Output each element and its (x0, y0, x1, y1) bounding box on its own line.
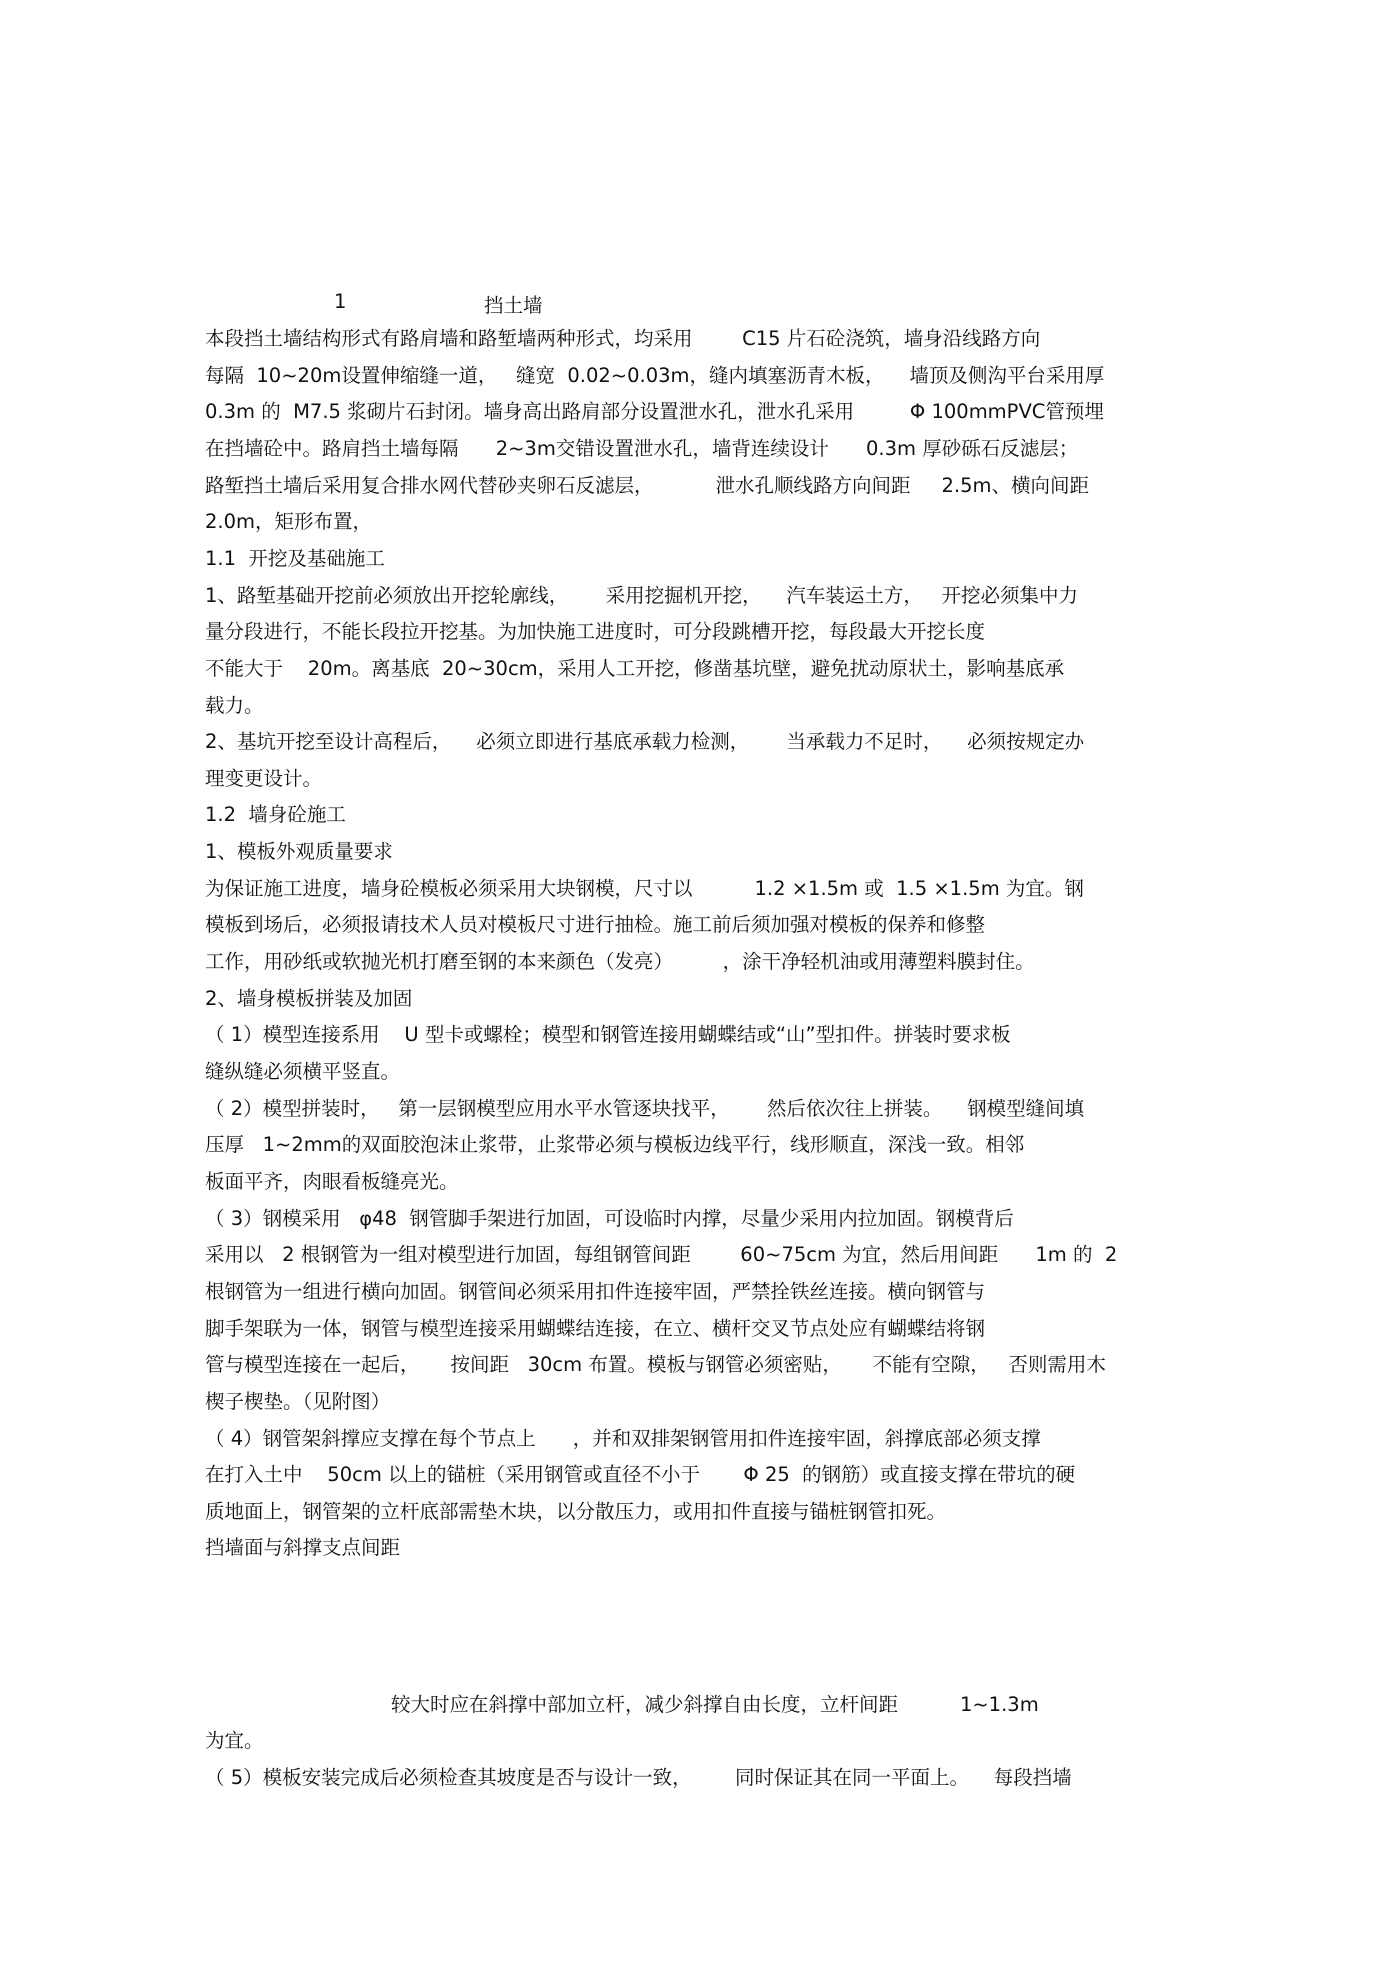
text-line: 0.3m 的 M7.5 浆砌片石封闭。墙身高出路肩部分设置泄水孔，泄水孔采用 Φ 100mmPVC管预埋 (205, 400, 1104, 424)
text-line: （ 3）钢模采用 φ48 钢管脚手架进行加固，可设临时内撑，尽量少采用内拉加固。钢模背后 (205, 1206, 1014, 1230)
text-line: 工作，用砂纸或软抛光机打磨至钢的本来颜色（发亮） ，涂干净轻机油或用薄塑料膜封住。 (205, 950, 1035, 974)
text-line: 1.2 墙身砼施工 (205, 803, 346, 827)
text-line: （ 2）模型拼装时， 第一层钢模型应用水平水管逐块找平， 然后依次往上拼装。 钢模型缝间填 (205, 1096, 1085, 1120)
text-line: （ 4）钢管架斜撑应支撑在每个节点上 ，并和双排架钢管用扣件连接牢固，斜撑底部必须支撑 (205, 1426, 1041, 1450)
text-line: 为保证施工进度，墙身砼模板必须采用大块钢模，尺寸以 1.2 ×1.5m 或 1.5 ×1.5m 为宜。钢 (205, 876, 1084, 900)
text-line: （ 5）模板安装完成后必须检查其坡度是否与设计一致， 同时保证其在同一平面上。 每段挡墙 (205, 1766, 1072, 1789)
text-line: 挡墙面与斜撑支点间距 (205, 1536, 401, 1560)
text-line: 脚手架联为一体，钢管与模型连接采用蝴蝶结连接，在立、横杆交叉节点处应有蝴蝶结将钢 (205, 1316, 986, 1340)
text-line: 板面平齐，肉眼看板缝亮光。 (205, 1169, 459, 1193)
text-line: 本段挡土墙结构形式有路肩墙和路堑墙两种形式，均采用 C15 片石砼浇筑，墙身沿线路方向 (205, 327, 1041, 350)
text-line: 2、基坑开挖至设计高程后， 必须立即进行基底承载力检测， 当承载力不足时， 必须按规定办 (205, 730, 1085, 754)
text-line: 在挡墙砼中。路肩挡土墙每隔 2~3m交错设置泄水孔，墙背连续设计 0.3m 厚砂砾石反滤层； (205, 436, 1079, 460)
text-line: 路堑挡土墙后采用复合排水网代替砂夹卵石反滤层， 泄水孔顺线路方向间距 2.5m、横向间距 (205, 473, 1089, 497)
section-number: 1 (334, 290, 347, 313)
text-line: 压厚 1~2mm的双面胶泡沫止浆带，止浆带必须与模板边线平行，线形顺直，深浅一致。相邻 (205, 1133, 1025, 1157)
text-line: 为宜。 (205, 1729, 264, 1752)
text-line: 采用以 2 根钢管为一组对模型进行加固，每组钢管间距 60~75cm 为宜，然后用间距 1m 的 2 (205, 1243, 1118, 1267)
text-line: 2.0m，矩形布置， (205, 510, 373, 534)
text-line: 质地面上，钢管架的立杆底部需垫木块，以分散压力，或用扣件直接与锚桩钢管扣死。 (205, 1499, 947, 1523)
text-line: 量分段进行，不能长段拉开挖基。为加快施工进度时，可分段跳槽开挖，每段最大开挖长度 (205, 620, 986, 644)
text-line: 楔子楔垫。（见附图） (205, 1389, 391, 1413)
text-line: 较大时应在斜撑中部加立杆，减少斜撑自由长度，立杆间距 1~1.3m (205, 1693, 1039, 1716)
text-line: 根钢管为一组进行横向加固。钢管间必须采用扣件连接牢固，严禁拴铁丝连接。横向钢管与 (205, 1279, 986, 1303)
text-line: 1、模板外观质量要求 (205, 840, 393, 864)
section-title: 挡土墙 (484, 294, 543, 317)
text-line: 1、路堑基础开挖前必须放出开挖轮廓线， 采用挖掘机开挖， 汽车装运土方， 开挖必须集中力 (205, 583, 1078, 607)
text-line: 每隔 10~20m设置伸缩缝一道， 缝宽 0.02~0.03m，缝内填塞沥青木板， 墙顶及侧沟平台采用厚 (205, 363, 1105, 387)
text-line: 管与模型连接在一起后， 按间距 30cm 布置。模板与钢管必须密贴， 不能有空隙， 否则需用木 (205, 1353, 1106, 1377)
text-line: 理变更设计。 (205, 766, 323, 790)
text-line: 2、墙身模板拼装及加固 (205, 986, 413, 1010)
text-line: 缝纵缝必须横平竖直。 (205, 1060, 401, 1083)
text-line: 模板到场后，必须报请技术人员对模板尺寸进行抽检。施工前后须加强对模板的保养和修整 (205, 913, 986, 937)
text-line: 1.1 开挖及基础施工 (205, 546, 385, 570)
text-line: 在打入土中 50cm 以上的锚桩（采用钢管或直径不小于 Φ 25 的钢筋）或直接支撑在带坑的硬 (205, 1463, 1076, 1487)
text-line: （ 1）模型连接系用 U 型卡或螺栓；模型和钢管连接用蝴蝶结或“山”型扣件。拼装时要求板 (205, 1023, 1011, 1047)
text-line: 不能大于 20m。离基底 20~30cm，采用人工开挖，修凿基坑壁，避免扰动原状土，影响基底承 (205, 656, 1065, 680)
text-line: 载力。 (205, 693, 264, 717)
